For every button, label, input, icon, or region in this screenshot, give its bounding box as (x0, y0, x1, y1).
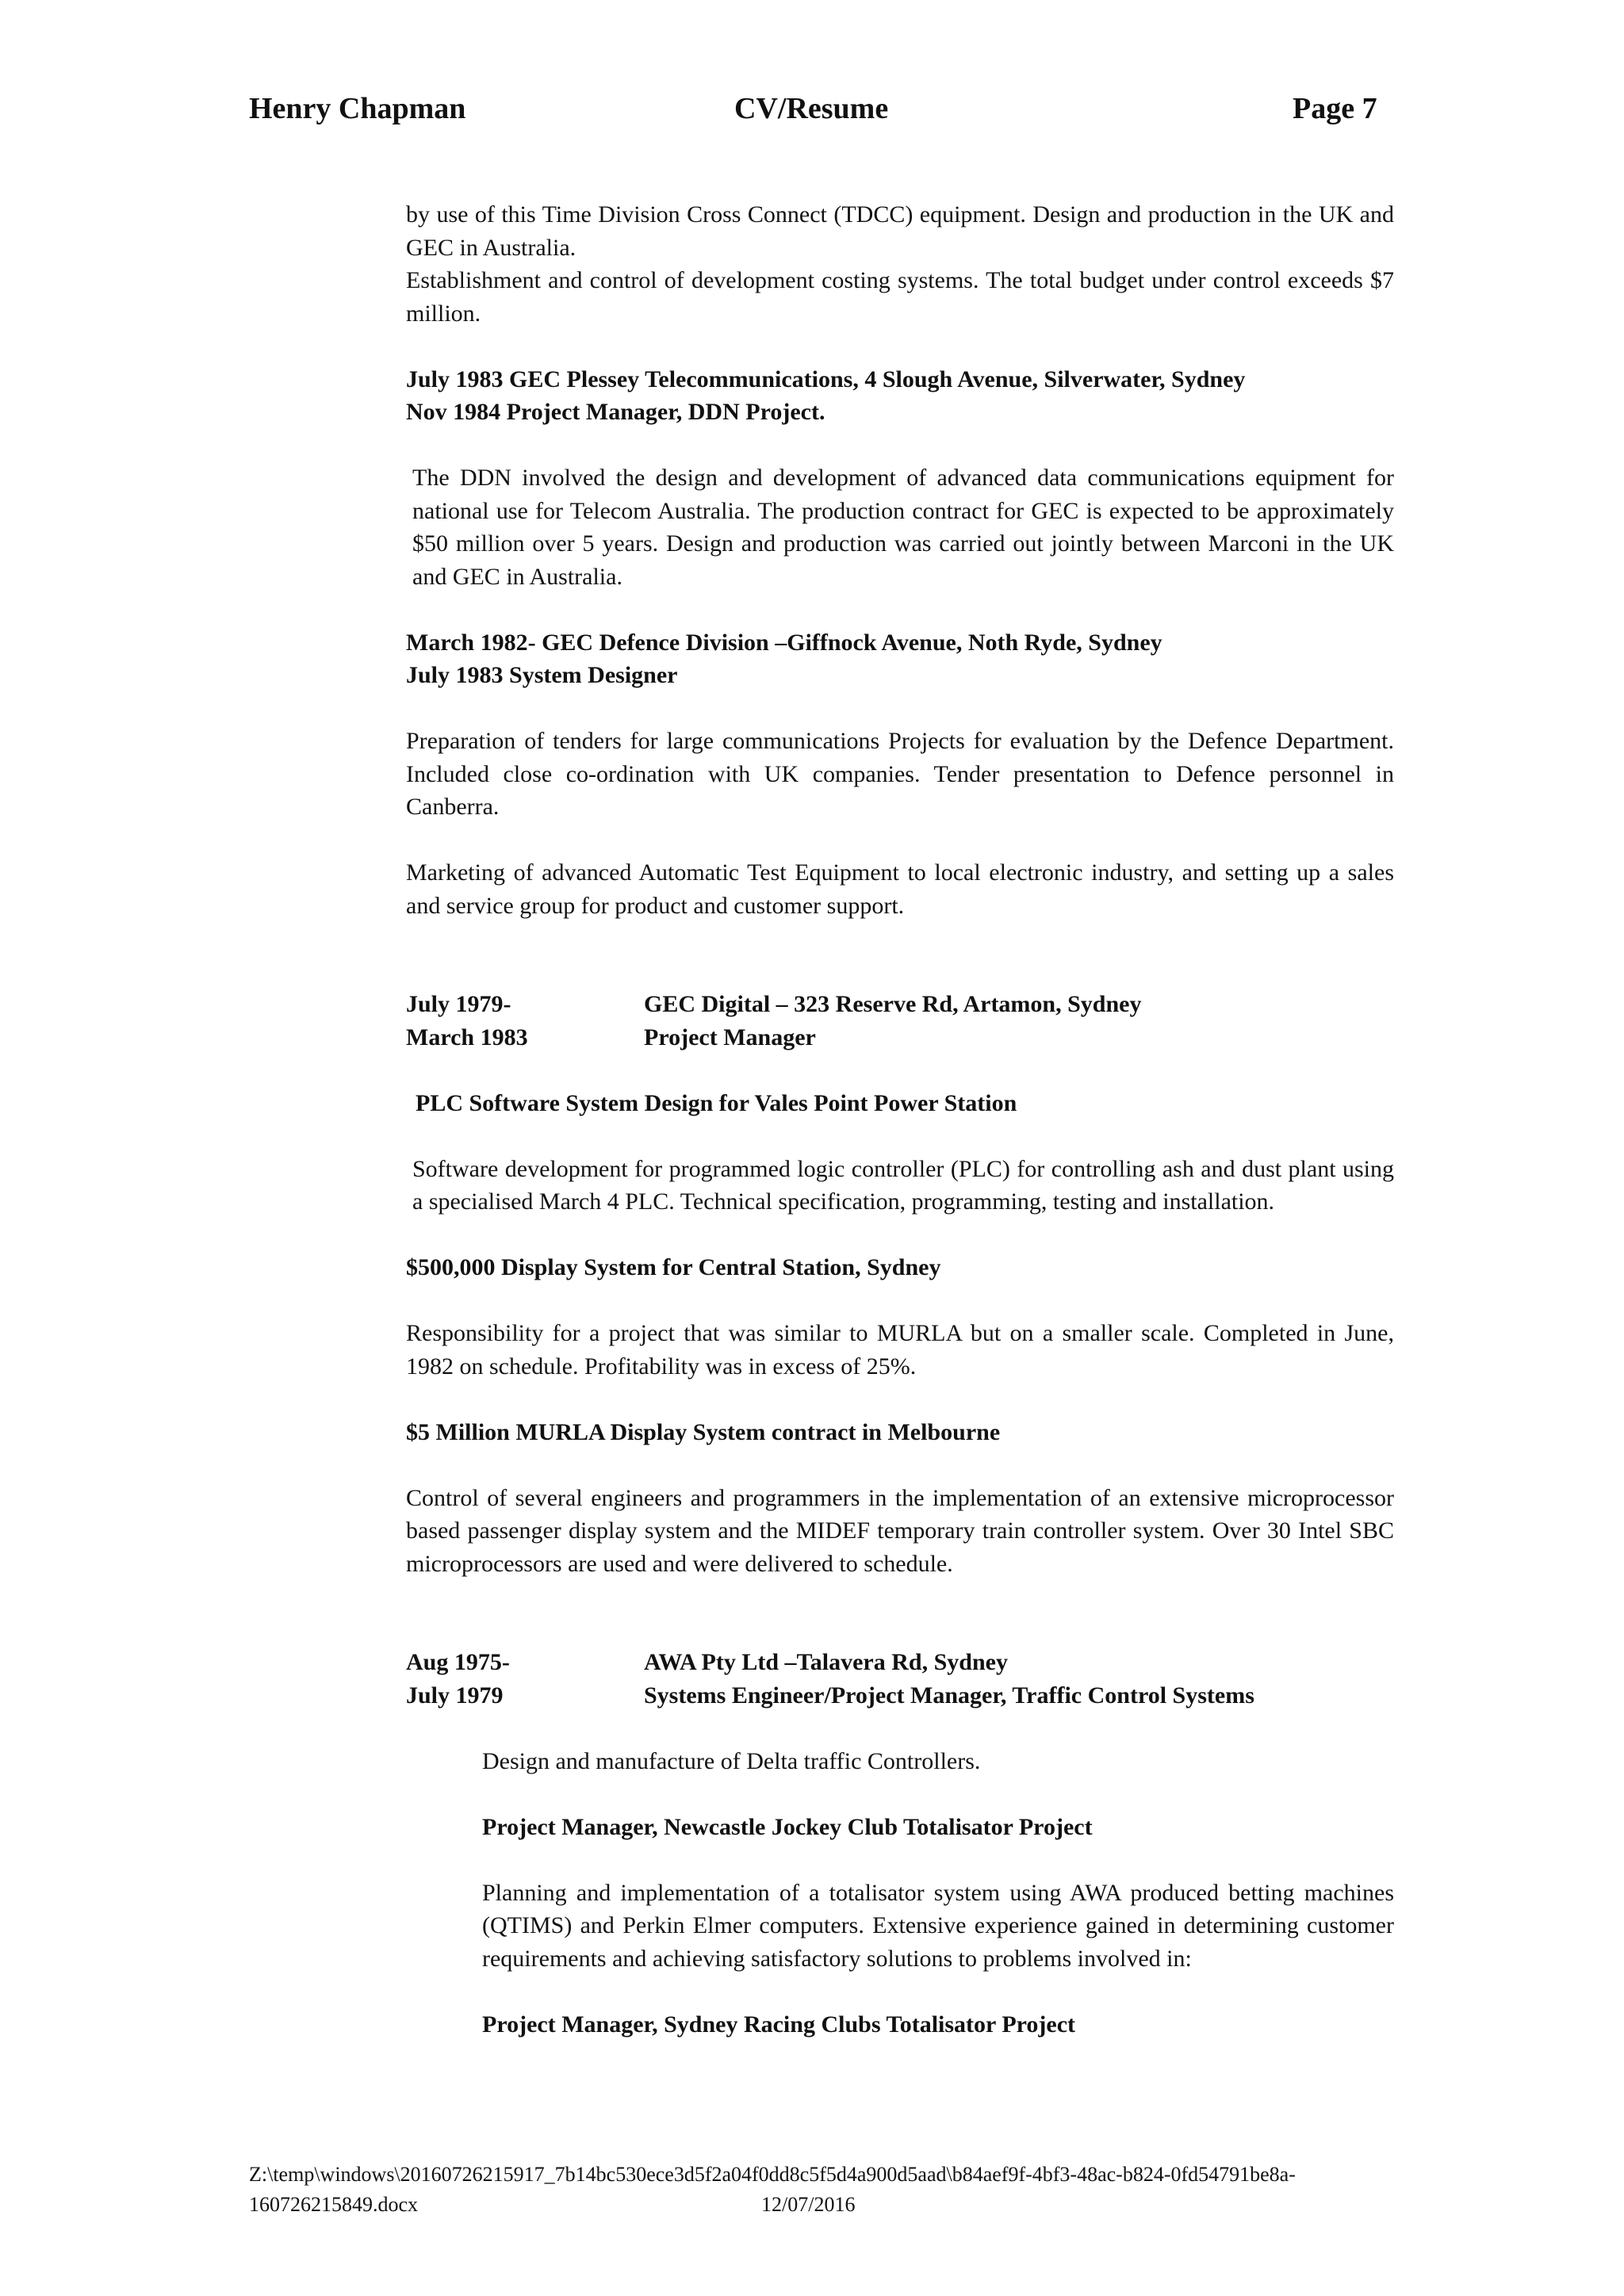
job-gec-digital-role-row (406, 1021, 1394, 1054)
section-plc-heading: PLC Software System Design for Vales Point Power Station (416, 1089, 1017, 1116)
job-gec-plessey-role: Nov 1984 Project Manager, DDN Project. (406, 399, 825, 425)
document-body (406, 198, 1394, 2041)
header-name: Henry Chapman (249, 92, 466, 125)
job-gec-digital-end-date: March 1983 (406, 1024, 528, 1050)
section-sydney-racing-heading: Project Manager, Sydney Racing Clubs Totalisator Project (482, 2011, 1076, 2038)
header-page-number: Page 7 (1293, 92, 1377, 125)
job-gec-digital-role: Project Manager (644, 1024, 816, 1050)
job-gec-digital-heading (406, 988, 1394, 1021)
intro-paragraph-2: Establishment and control of development costing systems. The total budget under control exceeds $7 million. (406, 267, 1394, 327)
section-central-station-heading: $500,000 Display System for Central Station, Sydney (406, 1254, 941, 1280)
job-awa-intro: Design and manufacture of Delta traffic Controllers. (482, 1747, 981, 1774)
job-awa-heading (406, 1646, 1394, 1679)
footer-file-path: Z:\temp\windows\20160726215917_7b14bc530ece3d5f2a04f0dd8c5f5d4a900d5aad\b84aef9f-4bf3-48ac-b824-0fd54791be8a-160726215849.docx (249, 2163, 1296, 2216)
job-awa-start-date: Aug 1975- (406, 1649, 510, 1675)
job-awa-details (406, 1745, 1394, 2042)
job-awa-role-row (406, 1679, 1394, 1712)
job-gec-defence-description-1: Preparation of tenders for large communications Projects for evaluation by the Defence Department. Included close co-ordination with UK companies. Tender presentation to Defence personnel in Canberra. (406, 728, 1394, 820)
job-gec-digital-start-date: July 1979- (406, 991, 511, 1017)
section-murla-heading: $5 Million MURLA Display System contract in Melbourne (406, 1418, 1001, 1445)
section-murla-text: Control of several engineers and programmers in the implementation of an extensive microprocessor based passenger display system and the MIDEF temporary train controller system. Over 30 Intel SBC microprocessors are used and were delivered to schedule. (406, 1484, 1394, 1577)
header-doc-title: CV/Resume (734, 92, 889, 125)
footer-date: 12/07/2016 (761, 2193, 856, 2216)
job-awa-role: Systems Engineer/Project Manager, Traffic Control Systems (644, 1682, 1254, 1709)
job-gec-defence-role: July 1983 System Designer (406, 662, 678, 688)
job-gec-defence-description-2: Marketing of advanced Automatic Test Equipment to local electronic industry, and setting up a sales and service group for product and customer support. (406, 859, 1394, 919)
section-plc-text: Software development for programmed logic controller (PLC) for controlling ash and dust plant using a specialised March 4 PLC. Technical specification, programming, testing and installation. (412, 1155, 1394, 1215)
job-awa-employer: AWA Pty Ltd –Talavera Rd, Sydney (644, 1649, 1008, 1675)
section-newcastle-text: Planning and implementation of a totalisator system using AWA produced betting machines (QTIMS) and Perkin Elmer computers. Extensive experience gained in determining customer requirements and achieving satisfactory solutions to problems involved in: (482, 1879, 1394, 1972)
job-gec-digital-employer: GEC Digital – 323 Reserve Rd, Artamon, Sydney (644, 991, 1142, 1017)
job-awa-end-date: July 1979 (406, 1682, 504, 1709)
job-gec-defence-heading: March 1982- GEC Defence Division –Giffnock Avenue, Noth Ryde, Sydney (406, 629, 1162, 656)
intro-paragraph-1: by use of this Time Division Cross Connect (TDCC) equipment. Design and production in the UK and GEC in Australia. (406, 201, 1394, 261)
job-gec-plessey-heading: July 1983 GEC Plessey Telecommunications, 4 Slough Avenue, Silverwater, Sydney (406, 365, 1246, 392)
section-newcastle-heading: Project Manager, Newcastle Jockey Club Totalisator Project (482, 1813, 1093, 1840)
job-gec-plessey-description: The DDN involved the design and development of advanced data communications equipment for national use for Telecom Australia. The production contract for GEC is expected to be approximately $50 million over 5 years. Design and production was carried out jointly between Marconi in the UK and GEC in Australia. (412, 465, 1394, 590)
section-central-station-text: Responsibility for a project that was similar to MURLA but on a smaller scale. Completed in June, 1982 on schedule. Profitability was in excess of 25%. (406, 1320, 1394, 1380)
page-footer (249, 2160, 1399, 2220)
